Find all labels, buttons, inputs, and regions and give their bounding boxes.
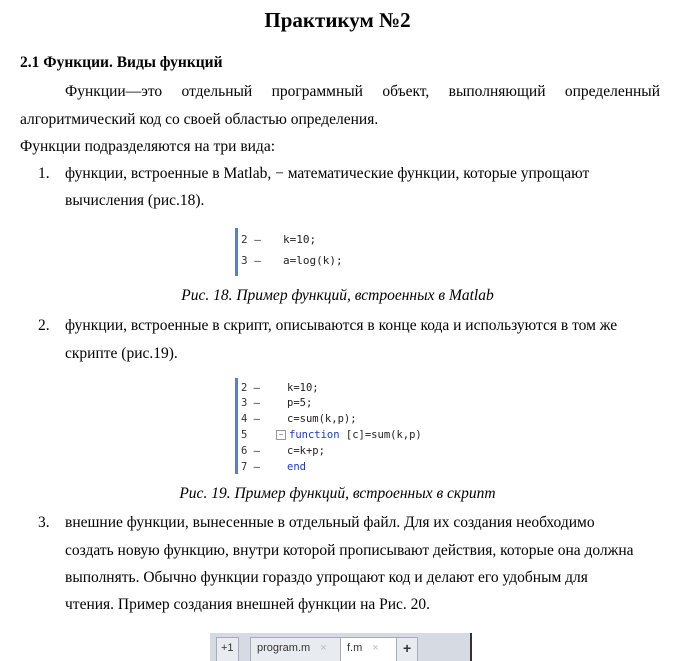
close-icon[interactable]: × [372, 642, 379, 654]
paragraph-line: Функции—это отдельный программный объект, выполняющий определенный [65, 83, 660, 100]
line-number: 3 – [241, 254, 261, 267]
list-item-line: внешние функции, вынесенные в отдельный файл. Для их создания необходимо [65, 514, 595, 531]
list-item-line: создать новую функцию, внутри которой прописывают действия, которые она должна [65, 542, 634, 559]
figure-19-caption: Рис. 19. Пример функций, встроенных в скрипт [179, 485, 496, 502]
list-item-line: чтения. Пример создания внешней функции на Рис. 20. [65, 596, 431, 613]
tab-overflow-button[interactable]: +1 [216, 637, 239, 661]
paragraph-line: Функции подразделяются на три вида: [20, 138, 276, 155]
close-icon[interactable]: × [320, 642, 327, 654]
figure-18-caption: Рис. 18. Пример функций, встроенных в Matlab [181, 287, 494, 304]
line-number: 6 – [241, 445, 260, 457]
keyword: end [287, 461, 306, 473]
line-number: 5 [241, 429, 248, 441]
list-item-line: функции, встроенные в Matlab, − математические функции, которые упрощают [65, 165, 590, 182]
figure-18-code [235, 228, 385, 276]
line-number: 4 – [241, 413, 260, 425]
keyword: function [289, 429, 340, 441]
list-item-line: вычисления (рис.18). [65, 192, 205, 209]
page-title: Практикум №2 [264, 8, 411, 32]
code-line: a=log(k); [283, 254, 343, 267]
figure-20-editor-tabs [210, 633, 472, 661]
line-number: 3 – [241, 397, 260, 409]
list-number: 1. [38, 165, 50, 182]
tab-label: f.m [347, 642, 363, 654]
list-item-line: скрипте (рис.19). [65, 345, 178, 362]
list-item-line: выполнять. Обычно функции гораздо упрощают код и делают его удобным для [65, 569, 588, 586]
tab-label: program.m [257, 642, 311, 654]
paragraph-line: алгоритмический код со своей областью определения. [20, 111, 379, 128]
line-number: 2 – [241, 382, 260, 394]
tab-program-m[interactable] [250, 637, 344, 661]
code-line: p=5; [287, 397, 313, 409]
code-line: k=10; [283, 233, 317, 246]
code-line: c=k+p; [287, 445, 325, 457]
add-tab-button[interactable]: + [396, 637, 418, 661]
section-heading: 2.1 Функции. Виды функций [20, 54, 223, 71]
line-number: 2 – [241, 233, 261, 246]
code-line: k=10; [287, 382, 319, 394]
code-line: [c]=sum(k,p) [339, 429, 422, 441]
fold-icon[interactable]: − [276, 430, 286, 440]
list-number: 3. [38, 514, 50, 531]
list-item-line: функции, встроенные в скрипт, описываются в конце кода и используются в том же [65, 317, 618, 334]
tab-f-m[interactable] [340, 637, 404, 661]
line-number: 7 – [241, 461, 260, 473]
figure-19-code [235, 378, 440, 474]
code-line: c=sum(k,p); [287, 413, 357, 425]
list-number: 2. [38, 317, 50, 334]
